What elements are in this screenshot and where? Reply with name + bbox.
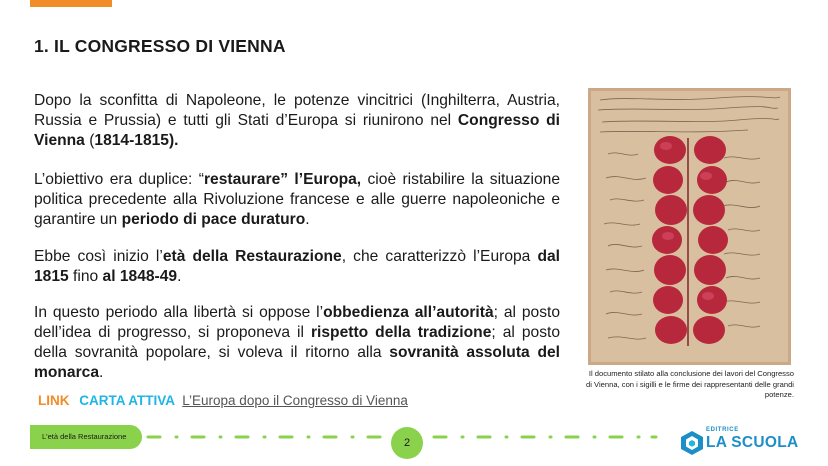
- logo-main-text: LA SCUOLA: [706, 434, 799, 451]
- publisher-logo: [680, 427, 799, 459]
- paragraph-3: Ebbe così inizio l’età della Restaurazione, che caratterizzò l’Europa dal 1815 fino al 1848-49.: [34, 248, 560, 285]
- page-number: 2: [391, 427, 423, 459]
- logo-small-text: EDITRICE: [706, 427, 739, 433]
- slide-title: 1. IL CONGRESSO DI VIENNA: [34, 36, 286, 56]
- paragraph-2: L’obiettivo era duplice: “restaurare” l’Europa, cioè ristabilire la situazione politica precedente alla Rivoluzione francese e alle guerre napoleoniche e garantire un periodo di pace duraturo.: [34, 171, 560, 228]
- top-accent-bar: [30, 0, 112, 7]
- image-caption: Il documento stilato alla conclusione dei lavori del Congresso di Vienna, con i sigilli e le firme dei rappresentanti delle grandi potenze.: [586, 369, 794, 399]
- paragraph-1: Dopo la sconfitta di Napoleone, le potenze vincitrici (Inghilterra, Austria, Russia e Prussia) e tutti gli Stati d’Europa si riunirono nel Congresso di Vienna (1814-1815).: [34, 92, 560, 149]
- paragraph-4: In questo periodo alla libertà si oppose l’obbedienza all’autorità; al posto dell’idea di progresso, si proponeva il rispetto della tradizione; al posto della sovranità popolare, si voleva il ritorno alla sovranità assoluta del monarca.: [34, 304, 561, 381]
- link-prefix: LINK: [38, 393, 70, 408]
- footer-section-label: L'età della Restaurazione: [30, 425, 142, 449]
- congress-document-image: [588, 88, 791, 365]
- link-row: [38, 393, 408, 408]
- link-type: CARTA ATTIVA: [79, 393, 175, 408]
- logo-mark-icon: [680, 430, 704, 456]
- map-link[interactable]: L’Europa dopo il Congresso di Vienna: [182, 393, 408, 408]
